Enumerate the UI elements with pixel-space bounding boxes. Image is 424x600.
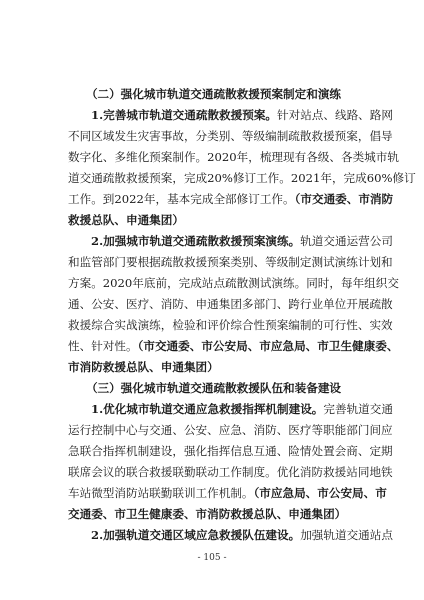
text-segment: 急联合指挥机制建设，强化指挥信息互通、险情处置会商、定期 bbox=[68, 444, 393, 458]
bold-text-segment: 交通委、市卫生健康委、市消防救援总队、申通集团） bbox=[68, 507, 347, 521]
bold-text-segment: 救援总队、申通集团） bbox=[68, 213, 184, 227]
bold-text-segment: 市消防救援总队、申通集团） bbox=[68, 360, 219, 374]
text-segment: 工作。到2022年，基本完成全部修订工作。 bbox=[68, 192, 295, 206]
bold-text-segment: （市交通委、市公安局、市应急局、市卫生健康委、 bbox=[137, 339, 399, 353]
text-segment: 性、针对性。 bbox=[68, 339, 138, 353]
text-line bbox=[68, 462, 393, 483]
text-line bbox=[68, 147, 399, 168]
text-segment: 道交通疏散救援预案，完成20%修订工作。2021年，完成60%修订 bbox=[68, 171, 416, 185]
text-line bbox=[68, 357, 359, 378]
text-segment: 和监管部门要根据疏散救援预案类别、等级制定测试演练计划和 bbox=[68, 255, 393, 269]
text-segment: 车站微型消防站联勤联训工作机制。 bbox=[68, 486, 254, 500]
text-line bbox=[68, 504, 359, 525]
bold-text-segment: （市应急局、市公安局、市 bbox=[253, 486, 387, 500]
text-line bbox=[68, 525, 393, 546]
document-body bbox=[68, 84, 416, 546]
text-line bbox=[68, 231, 393, 252]
text-segment: 轨道交通运营公司 bbox=[300, 234, 393, 248]
text-line bbox=[68, 315, 393, 336]
text-segment: 完善轨道交通 bbox=[323, 402, 393, 416]
text-segment: 通、公安、医疗、消防、申通集团多部门、跨行业单位开展疏散 bbox=[68, 297, 393, 311]
text-line bbox=[68, 210, 359, 231]
text-line bbox=[68, 189, 394, 210]
bold-text-segment: （二）强化城市轨道交通疏散救援预案制定和演练 bbox=[85, 87, 342, 101]
text-line bbox=[68, 273, 399, 294]
text-line bbox=[68, 420, 393, 441]
text-line bbox=[68, 168, 416, 189]
bold-text-segment: （市交通委、市消防 bbox=[294, 192, 394, 206]
text-line bbox=[68, 126, 393, 147]
text-segment: 联席会议的联合救援联勤联动工作制度。优化消防救援站同地铁 bbox=[68, 465, 393, 479]
text-segment: 加强轨道交通站点 bbox=[300, 528, 393, 542]
page-number: - 105 - bbox=[197, 553, 227, 563]
text-segment: 不同区域发生灾害事故，分类别、等级编制疏散救援预案，倡导 bbox=[68, 129, 393, 143]
text-line bbox=[68, 252, 393, 273]
text-segment: 运行控制中心与交通、公安、应急、消防、医疗等职能部门间应 bbox=[68, 423, 393, 437]
bold-text-segment: （三）强化城市轨道交通疏散救援队伍和装备建设 bbox=[85, 381, 342, 395]
text-line bbox=[68, 378, 359, 399]
text-line bbox=[68, 399, 393, 420]
text-line bbox=[68, 294, 393, 315]
text-line bbox=[68, 336, 399, 357]
bold-text-segment: 1.优化城市轨道交通应急救援指挥机制建设。 bbox=[91, 402, 324, 416]
text-segment: 方案。2020年底前，完成站点疏散测试演练。同时，每年组织交 bbox=[68, 276, 399, 290]
text-line bbox=[68, 84, 359, 105]
text-segment: 针对站点、线路、路网 bbox=[277, 108, 393, 122]
text-segment: 数字化、多维化预案制作。2020年，梳理现有各级、各类城市轨 bbox=[68, 150, 399, 164]
bold-text-segment: 1.完善城市轨道交通疏散救援预案。 bbox=[91, 108, 278, 122]
text-line bbox=[68, 441, 393, 462]
bold-text-segment: 2.加强轨道交通区域应急救援队伍建设。 bbox=[91, 528, 301, 542]
text-segment: 救援综合实战演练，检验和评价综合性预案编制的可行性、实效 bbox=[68, 318, 393, 332]
text-line bbox=[68, 105, 393, 126]
bold-text-segment: 2.加强城市轨道交通疏散救援预案演练。 bbox=[91, 234, 301, 248]
text-line bbox=[68, 483, 387, 504]
